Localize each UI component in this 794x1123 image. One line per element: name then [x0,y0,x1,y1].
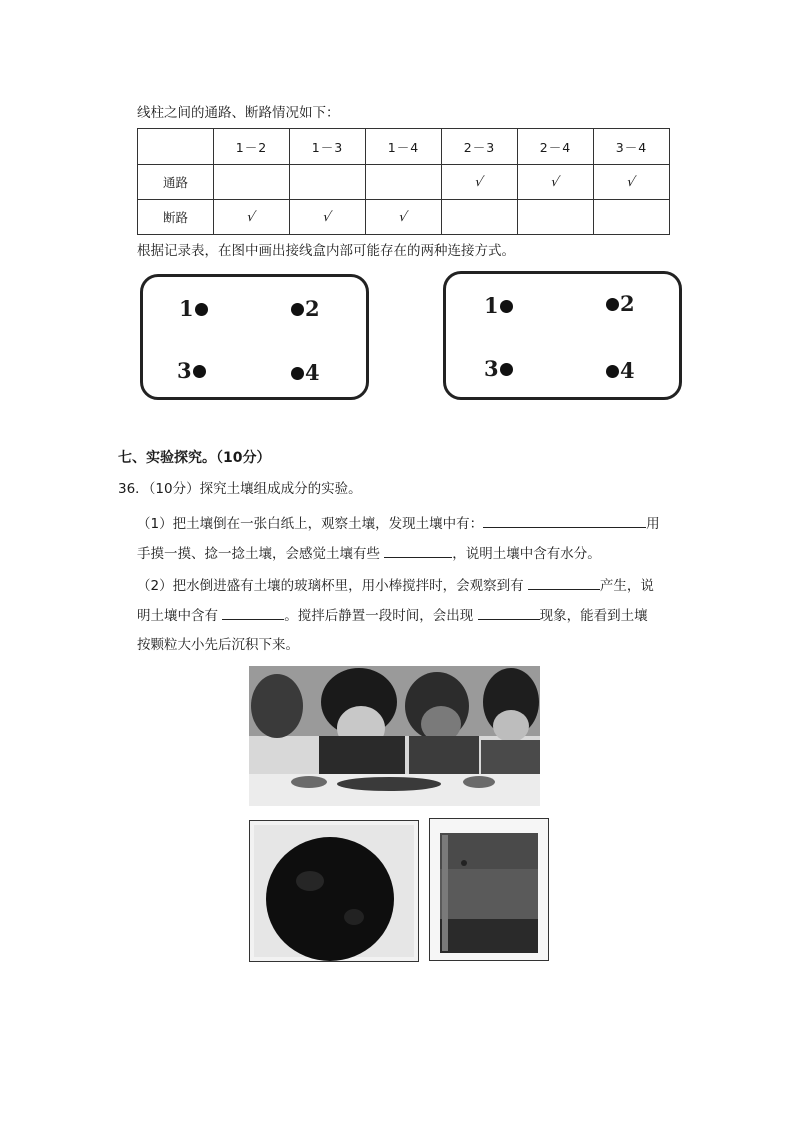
terminal-dot [500,363,513,376]
terminal-dot [606,365,619,378]
terminal-2: 2 [606,292,635,316]
row-label: 通路 [138,165,214,200]
table-header-cell: 1－3 [290,129,366,165]
question-line [137,542,601,564]
terminal-1: 1 [484,294,513,318]
terminal-dot [291,367,304,380]
table-cell: √ [594,165,670,200]
section-title: 七、实验探究。（10分） [118,450,271,466]
terminal-3: 3 [484,357,513,381]
students-soil-photo [249,666,540,806]
question-text: 。搅拌后静置一段时间，会出现 [284,608,474,624]
terminal-dot [195,303,208,316]
table-cell [442,200,518,235]
soil-on-paper-photo [249,820,419,962]
terminal-dot [606,298,619,311]
table-cell: √ [518,165,594,200]
terminal-4: 4 [291,361,320,385]
question-text: 按颗粒大小先后沉积下来。 [137,637,299,653]
answer-blank[interactable] [222,604,284,620]
answer-blank[interactable] [483,512,646,528]
question-text: （1）把土壤倒在一张白纸上，观察土壤，发现土壤中有： [137,516,484,532]
table-cell: √ [290,200,366,235]
table-cell: √ [442,165,518,200]
terminal-dot [291,303,304,316]
question-text: （2）把水倒进盛有土壤的玻璃杯里，用小棒搅拌时，会观察到有 [137,578,524,594]
question-stem: 36．（10分）探究土壤组成成分的实验。 [118,481,362,497]
drawing-instruction: 根据记录表，在图中画出接线盒内部可能存在的两种连接方式。 [137,243,515,259]
question-text: 用 [646,516,660,532]
terminal-2: 2 [291,297,320,321]
junction-box-left[interactable] [140,274,369,400]
terminal-4: 4 [606,359,635,383]
table-cell [594,200,670,235]
table-header-cell [138,129,214,165]
table-cell: √ [214,200,290,235]
intro-text: 线柱之间的通路、断路情况如下： [137,105,340,121]
table-cell [366,165,442,200]
table-header-cell: 1－2 [214,129,290,165]
table-header-cell: 2－3 [442,129,518,165]
table-row [138,200,670,235]
connection-table [137,128,670,235]
question-line [137,512,660,534]
answer-blank[interactable] [478,604,540,620]
row-label: 断路 [138,200,214,235]
table-header-cell: 2－4 [518,129,594,165]
table-row [138,165,670,200]
terminal-dot [500,300,513,313]
table-cell [290,165,366,200]
table-cell [518,200,594,235]
junction-box-right[interactable] [443,271,682,400]
table-header-row [138,129,670,165]
table-header-cell: 1－4 [366,129,442,165]
question-line [137,635,299,655]
table-header-cell: 3－4 [594,129,670,165]
question-line [137,604,648,626]
question-line [137,574,654,596]
terminal-3: 3 [177,359,206,383]
terminal-1: 1 [179,297,208,321]
answer-blank[interactable] [528,574,600,590]
soil-in-glass-photo [429,818,549,961]
question-text: 手摸一摸、捻一捻土壤，会感觉土壤有些 [137,546,380,562]
question-text: 现象，能看到土壤 [539,608,648,624]
question-text: 明土壤中含有 [137,608,218,624]
terminal-dot [193,365,206,378]
question-text: ，说明土壤中含有水分。 [452,546,601,562]
table-cell: √ [366,200,442,235]
table-cell [214,165,290,200]
question-text: 产生，说 [599,578,654,594]
answer-blank[interactable] [384,542,452,558]
